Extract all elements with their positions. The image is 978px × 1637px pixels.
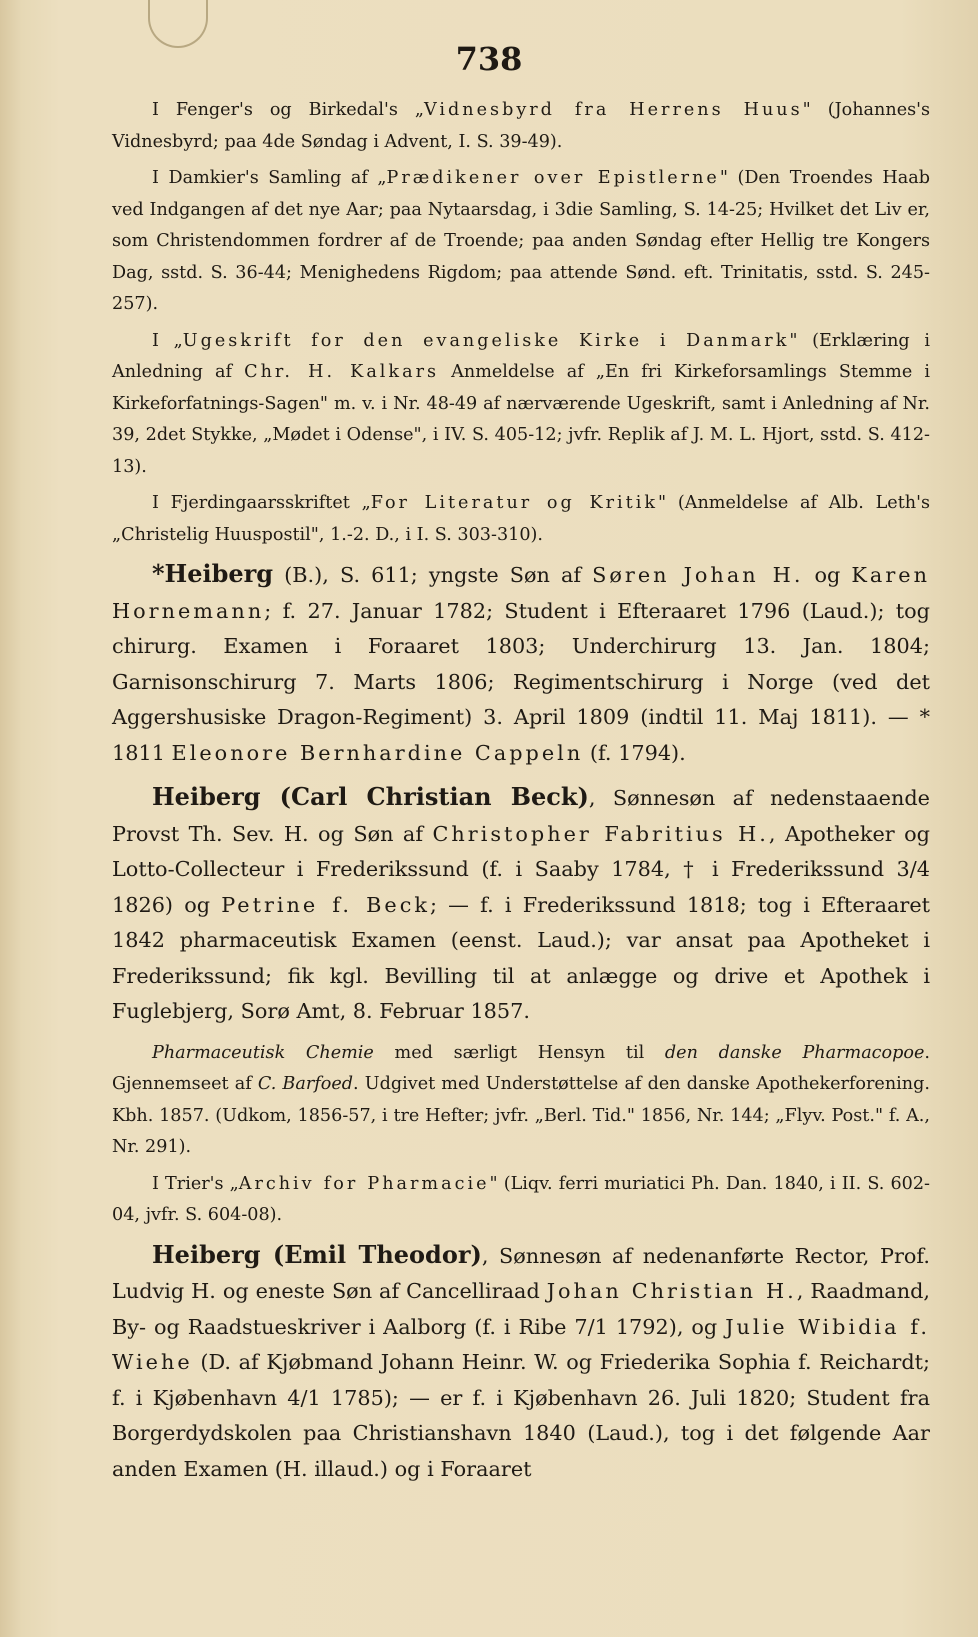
text-run: Prædikener over Epistlerne xyxy=(386,168,720,188)
text-run: Julie Wibidia f. Wiehe xyxy=(112,1314,930,1374)
paragraph-p3 xyxy=(112,326,930,484)
paragraph-p5 xyxy=(112,556,930,771)
paragraph-p8 xyxy=(112,1169,930,1232)
text-run: I Fjerdingaarsskriftet „ xyxy=(152,493,371,513)
text-run: " (Liqv. ferri muriatici Ph. Dan. 1840, i II. S. 602-04, jvfr. S. 604-08). xyxy=(112,1173,930,1225)
paragraph-p6 xyxy=(112,779,930,1030)
entry-heading: Heiberg (Emil Theodor) xyxy=(152,1239,482,1269)
text-run: For Literatur og Kritik xyxy=(370,493,659,513)
text-run: og xyxy=(803,563,852,587)
text-run: " (Anmeldelse af Alb. Leth's „Christelig Huuspostil", 1.-2. D., i I. S. 303-310). xyxy=(112,493,930,545)
text-run: ; — f. i Frederikssund 1818; tog i Efteraaret 1842 pharmaceutisk Examen (eenst. Laud.); var ansat paa Apotheket i Frederikssund; fik kgl. Bevilling til at anlægge og drive et Apothek i Fuglebjerg, Sorø Amt, 8. Februar 1857. xyxy=(112,892,930,1023)
text-run: Pharmaceutisk Chemie xyxy=(152,1042,374,1063)
text-run: . Udgivet med Understøttelse af den danske Apothekerforening. Kbh. 1857. (Udkom, 1856-57, i tre Hefter; jvfr. „Berl. Tid." 1856, Nr. 144; „Flyv. Post." f. A., Nr. 291). xyxy=(112,1074,930,1157)
text-run: Christopher Fabritius H. xyxy=(432,821,769,846)
text-run: Petrine f. Beck xyxy=(221,892,430,917)
entry-heading: Heiberg (Carl Christian Beck) xyxy=(152,782,589,811)
text-run: Archiv for Pharmacie xyxy=(238,1173,490,1194)
text-run: I Fenger's og Birkedal's „ xyxy=(152,100,425,120)
text-run: Anmeldelse af „En fri Kirkeforsamlings Stemme i Kirkeforfatnings-Sagen" m. v. i Nr. 48-49 af nærværende Ugeskrift, samt i Anledning af Nr. 39, 2det Stykke, „Mødet i Odense", i IV. S. 405-12; jvfr. Replik af J. M. L. Hjort, sstd. S. 412-13). xyxy=(112,362,930,477)
text-run: Karen Hornemann xyxy=(112,563,930,623)
text-run: med særligt Hensyn til xyxy=(373,1042,665,1063)
entry-heading: *Heiberg xyxy=(152,559,274,588)
text-run: " (Erklæring i Anledning af xyxy=(112,330,930,382)
paragraph-p7 xyxy=(112,1038,930,1164)
paragraph-p4 xyxy=(112,488,930,551)
text-run: Johan Christian H. xyxy=(546,1279,797,1303)
text-run: I Damkier's Samling af „ xyxy=(152,168,387,188)
text-body xyxy=(112,95,930,1495)
text-run: ; f. 27. Januar 1782; Student i Efteraaret 1796 (Laud.); tog chirurg. Examen i Foraaret 1803; Underchirurg 13. Jan. 1804; Garnisonschirurg 7. Marts 1806; Regimentschirurg i Norge (ved det Aggershusiske Dragon-Regiment) 3. April 1809 (indtil 11. Maj 1811). — * 1811 xyxy=(112,598,930,765)
text-run: . Gjennemseet af xyxy=(112,1042,930,1094)
text-run: Eleonore Bernhardine Cappeln xyxy=(171,740,584,765)
text-run: Søren Johan H. xyxy=(592,563,804,587)
paragraph-p9 xyxy=(112,1237,930,1488)
paragraph-p1 xyxy=(112,95,930,158)
text-run: , Apotheker og Lotto-Collecteur i Frederikssund (f. i Saaby 1784, † i Frederikssund 3/4 1826) og xyxy=(112,821,930,917)
text-run: , Sønnesøn af nedenanførte Rector, Prof. Ludvig H. og eneste Søn af Cancelliraad xyxy=(112,1243,931,1303)
paragraph-p2 xyxy=(112,163,930,321)
text-run: C. Barfoed xyxy=(257,1074,354,1094)
page-number: 738 xyxy=(455,40,523,78)
text-run: (B.), S. 611; yngste Søn af xyxy=(273,563,593,587)
text-run: , Sønnesøn af nedenstaaende Provst Th. Sev. H. og Søn af xyxy=(112,786,930,846)
text-run: , Raadmand, By- og Raadstueskriver i Aalborg (f. i Ribe 7/1 1792), og xyxy=(112,1279,931,1339)
text-run: Chr. H. Kalkars xyxy=(244,362,440,382)
text-run: den danske Pharmacopoe xyxy=(664,1042,925,1063)
text-run: I „ xyxy=(152,330,183,351)
text-run: Vidnesbyrd fra Herrens Huus xyxy=(424,100,803,120)
text-run: I Trier's „ xyxy=(152,1173,239,1194)
text-run: (D. af Kjøbmand Johann Heinr. W. og Friederika Sophia f. Reichardt; f. i Kjøbenhavn 4/1 1785); — er f. i Kjøbenhavn 26. Juli 1820; Student fra Borgerdydskolen paa Christianshavn 1840 (Laud.), tog i det følgende Aar anden Examen (H. illaud.) og i Foraaret xyxy=(112,1350,930,1481)
text-run: (f. 1794). xyxy=(583,740,686,765)
text-run: " (Den Troendes Haab ved Indgangen af det nye Aar; paa Nytaarsdag, i 3die Samling, S. 14-25; Hvilket det Liv er, som Christendommen fordrer af de Troende; paa anden Søndag efter Hellig tre Kongers Dag, sstd. S. 36-44; Menighedens Rigdom; paa attende Sønd. eft. Trinitatis, sstd. S. 245-257). xyxy=(112,168,930,314)
text-run: " (Johannes's Vidnesbyrd; paa 4de Søndag i Advent, I. S. 39-49). xyxy=(112,100,930,152)
text-run: Ugeskrift for den evangeliske Kirke i Danmark xyxy=(182,330,790,351)
